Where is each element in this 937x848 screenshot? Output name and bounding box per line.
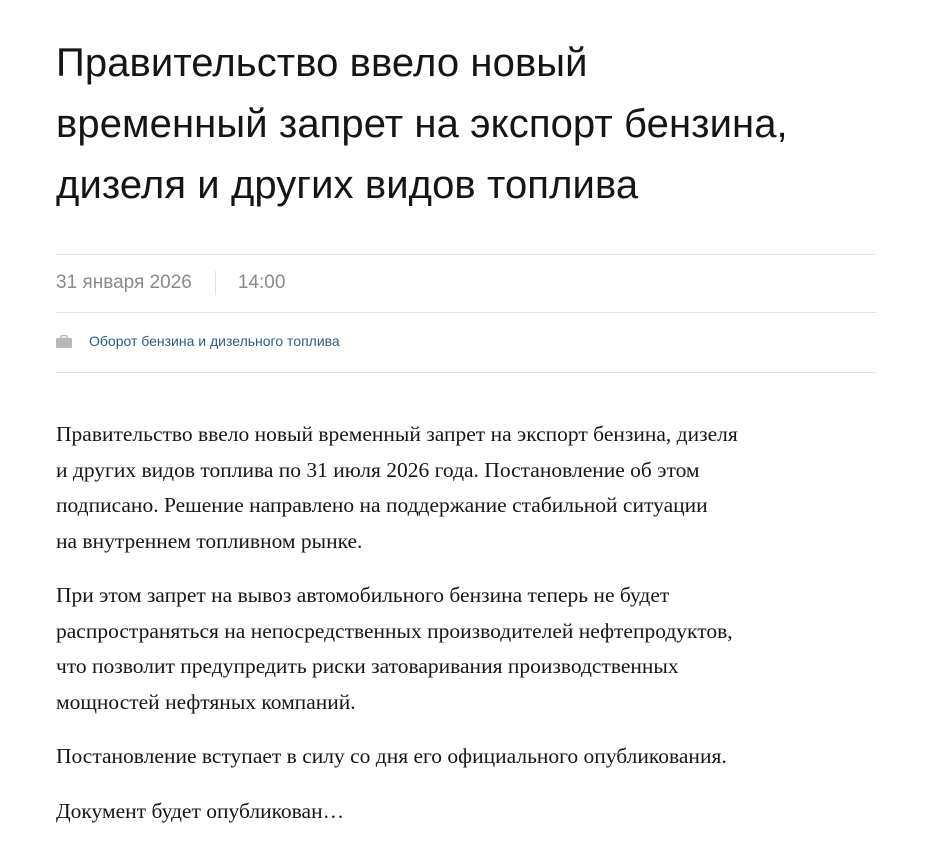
- headline-line: дизеля и других видов топлива: [56, 163, 639, 207]
- text-line: подписано. Решение направлено на поддержание стабильной ситуации: [56, 493, 708, 517]
- paragraph: [56, 739, 876, 775]
- topic-link[interactable]: Оборот бензина и дизельного топлива: [89, 333, 340, 349]
- topic-tag: [56, 333, 340, 349]
- article-body: [56, 417, 876, 848]
- paragraph: [56, 417, 876, 559]
- text-line: распространяться на непосредственных производителей нефтепродуктов,: [56, 618, 733, 643]
- headline-line: Правительство ввело новый: [56, 41, 588, 85]
- text-line: на внутреннем топливном рынке.: [56, 528, 363, 553]
- divider: [56, 372, 876, 373]
- publish-date: 31 января 2026: [56, 272, 192, 293]
- headline-line: временный запрет на экспорт бензина,: [56, 102, 788, 146]
- article-meta: [56, 270, 285, 296]
- paragraph: [56, 794, 876, 830]
- text-line: и других видов топлива по 31 июля 2026 года. Постановление об этом: [56, 457, 700, 482]
- text-line: При этом запрет на вывоз автомобильного бензина теперь не будет: [56, 583, 670, 607]
- text-line: Документ будет опубликован…: [56, 798, 345, 823]
- paragraph: [56, 578, 876, 720]
- article-headline: [56, 0, 886, 216]
- text-line: Постановление вступает в силу со дня его официального опубликования.: [56, 744, 727, 768]
- article: [56, 0, 876, 823]
- meta-separator: [215, 271, 216, 295]
- divider: [56, 254, 876, 255]
- text-line: что позволит предупредить риски затоваривания производственных: [56, 654, 679, 678]
- briefcase-icon: [56, 335, 72, 348]
- text-line: мощностей нефтяных компаний.: [56, 689, 356, 714]
- text-line: Правительство ввело новый временный запрет на экспорт бензина, дизеля: [56, 422, 738, 446]
- divider: [56, 312, 876, 313]
- publish-time: 14:00: [237, 272, 286, 293]
